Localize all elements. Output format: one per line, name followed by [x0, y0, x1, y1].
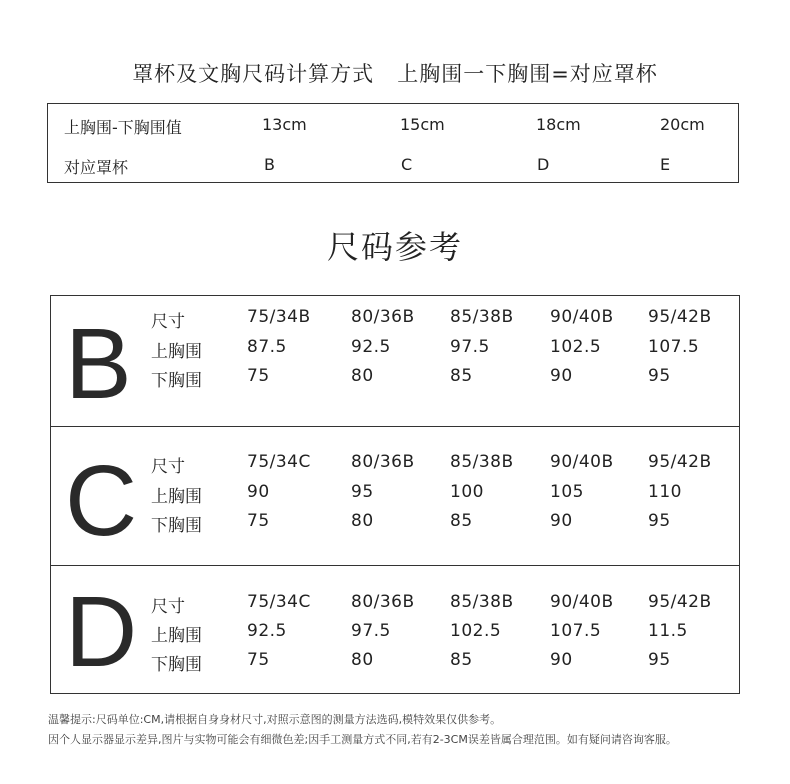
size-row	[51, 592, 739, 616]
size-block-b	[51, 296, 739, 434]
cell: 95/42B	[648, 592, 712, 612]
cell: 90	[247, 482, 270, 502]
row-label: 尺寸	[151, 312, 185, 332]
cell: 92.5	[247, 621, 287, 641]
row-label: 下胸围	[151, 516, 202, 536]
cell: 107.5	[648, 337, 700, 357]
cell: 80	[351, 650, 374, 670]
cell: 92.5	[351, 337, 391, 357]
difference-value: 20cm	[660, 115, 705, 134]
cell: 90/40B	[550, 452, 614, 472]
under-bust-row	[51, 650, 739, 674]
cell: 75/34C	[247, 592, 311, 612]
difference-row	[48, 115, 738, 139]
cell: 75/34B	[247, 307, 311, 327]
difference-value: 18cm	[536, 115, 581, 134]
cell: 110	[648, 482, 682, 502]
row-label: 上胸围	[151, 342, 202, 362]
size-row	[51, 307, 739, 331]
cell: 80	[351, 511, 374, 531]
cell: 90	[550, 511, 573, 531]
cell: 80	[351, 366, 374, 386]
cup-calculation-table	[47, 103, 739, 183]
size-reference-table	[50, 295, 740, 694]
note-line: 温馨提示:尺码单位:CM,请根据自身身材尺寸,对照示意图的测量方法选码,模特效果仅供参考。	[48, 713, 502, 726]
cup-value: C	[401, 155, 413, 174]
cup-value: E	[660, 155, 671, 174]
cell: 85/38B	[450, 592, 514, 612]
cell: 95	[648, 511, 671, 531]
cup-value: D	[537, 155, 550, 174]
cell: 95/42B	[648, 307, 712, 327]
cup-letter: D	[65, 576, 138, 688]
cell: 90/40B	[550, 592, 614, 612]
cell: 97.5	[351, 621, 391, 641]
cell: 75/34C	[247, 452, 311, 472]
size-reference-title: 尺码参考	[326, 228, 463, 266]
cell: 85	[450, 511, 473, 531]
cell: 90	[550, 366, 573, 386]
cup-value: B	[264, 155, 275, 174]
row-label: 下胸围	[151, 655, 202, 675]
upper-bust-row	[51, 621, 739, 645]
cell: 75	[247, 650, 270, 670]
difference-value: 15cm	[400, 115, 445, 134]
cell: 107.5	[550, 621, 602, 641]
row-label: 下胸围	[151, 371, 202, 391]
cell: 80/36B	[351, 307, 415, 327]
cell: 75	[247, 511, 270, 531]
cell: 90	[550, 650, 573, 670]
cell: 85/38B	[450, 307, 514, 327]
page-title: 罩杯及文胸尺码计算方式 上胸围一下胸围=对应罩杯	[132, 62, 658, 86]
cell: 105	[550, 482, 584, 502]
cup-letter: B	[65, 308, 132, 420]
cell: 97.5	[450, 337, 490, 357]
cell: 95	[648, 650, 671, 670]
cell: 87.5	[247, 337, 287, 357]
cell: 90/40B	[550, 307, 614, 327]
size-block-d	[51, 565, 739, 694]
cell: 95	[648, 366, 671, 386]
cup-label: 对应罩杯	[64, 158, 129, 177]
under-bust-row	[51, 366, 739, 390]
size-row	[51, 452, 739, 476]
cell: 85	[450, 650, 473, 670]
cell: 85	[450, 366, 473, 386]
cell: 80/36B	[351, 592, 415, 612]
difference-label: 上胸围-下胸围值	[64, 118, 182, 137]
under-bust-row	[51, 511, 739, 535]
cell: 102.5	[550, 337, 602, 357]
cell: 100	[450, 482, 484, 502]
difference-value: 13cm	[262, 115, 307, 134]
row-label: 上胸围	[151, 626, 202, 646]
cup-letter: C	[65, 445, 138, 557]
row-label: 尺寸	[151, 457, 185, 477]
cell: 80/36B	[351, 452, 415, 472]
cup-row	[48, 155, 738, 179]
size-block-c	[51, 426, 739, 565]
cell: 75	[247, 366, 270, 386]
row-label: 尺寸	[151, 597, 185, 617]
cell: 11.5	[648, 621, 688, 641]
row-label: 上胸围	[151, 487, 202, 507]
upper-bust-row	[51, 337, 739, 361]
cell: 95	[351, 482, 374, 502]
upper-bust-row	[51, 482, 739, 506]
cell: 102.5	[450, 621, 502, 641]
cell: 85/38B	[450, 452, 514, 472]
cell: 95/42B	[648, 452, 712, 472]
note-line: 因个人显示器显示差异,图片与实物可能会有细微色差;因手工测量方式不同,若有2-3CM误差皆属合理范围。如有疑问请咨询客服。	[48, 733, 677, 746]
notes	[48, 710, 677, 750]
